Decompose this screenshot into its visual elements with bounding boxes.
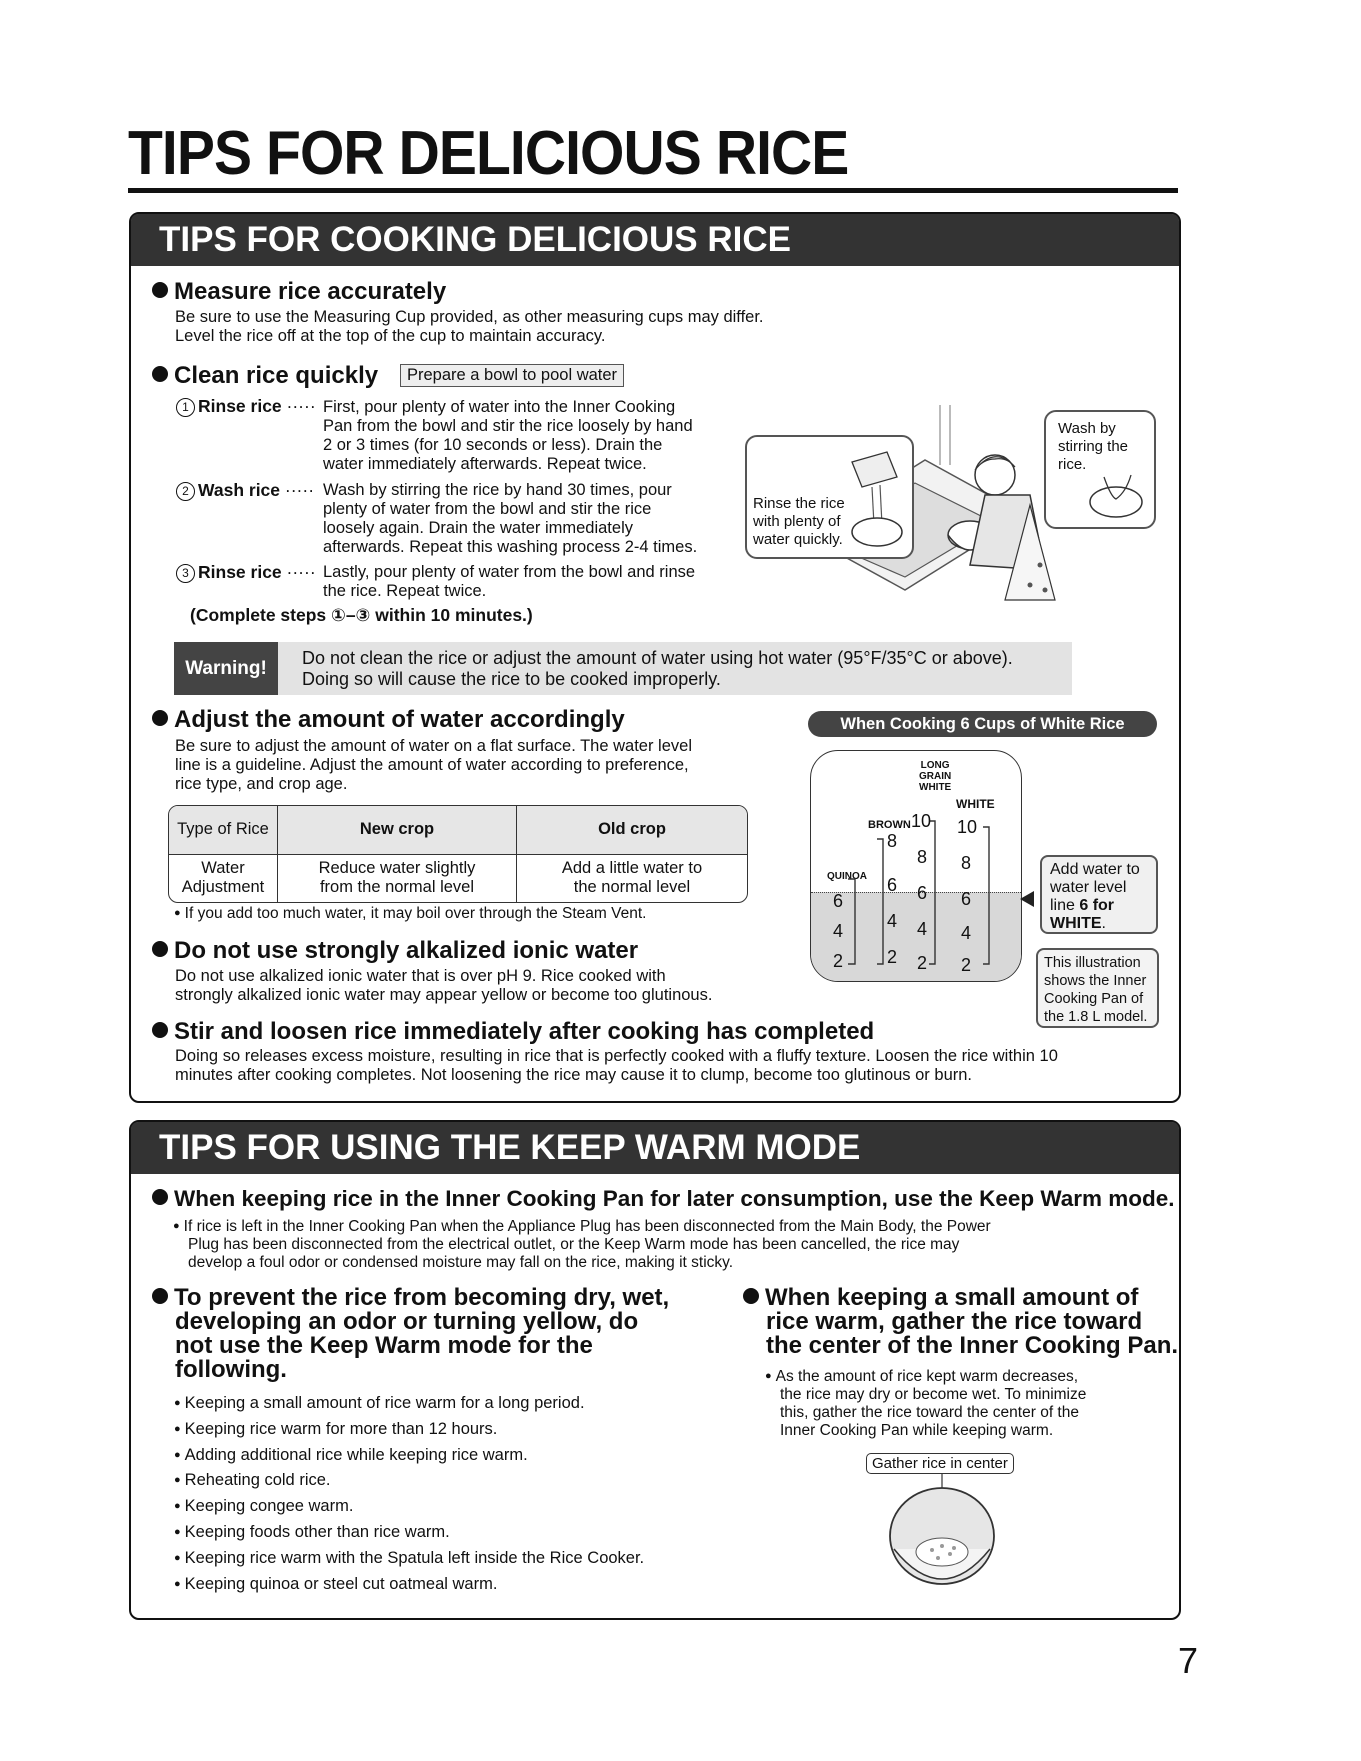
water-adjustment-table [169,806,747,902]
title-divider [128,188,1178,193]
stir-heading: Stir and loosen rice immediately after cooking has completed [152,1018,874,1046]
step-3-text: Lastly, pour plenty of water from the bowl and rinse the rice. Repeat twice. [323,563,696,600]
boil-over-note: ● If you add too much water, it may boil over through the Steam Vent. [174,905,646,923]
stirring-hand-icon [1086,467,1146,522]
gauge-title-pill: When Cooking 6 Cups of White Rice [808,711,1157,737]
adjust-heading: Adjust the amount of water accordingly [152,706,625,734]
keep-warm-main-text: ● If rice is left in the Inner Cooking Pan when the Appliance Plug has been disconnected from the Main Body, the Power Plug has been disconnected from the electrical outlet, or the Keep Warm mode has been cancelled, the rice may develop a foul odor or condensed moisture may fall on the rice, making it sticky. [173,1217,991,1272]
step-2-text: Wash by stirring the rice by hand 30 times, pour plenty of water from the bowl and stir the rice loosely again. Drain the water immediately afterwards. Repeat this washing process 2-4 times. [323,481,698,556]
table-header-type: Type of Rice [169,806,278,854]
adjust-text: Be sure to adjust the amount of water on a flat surface. The water level line is a guideline. Adjust the amount of water according to preference, rice type, and crop age. [175,737,692,793]
prevent-list [174,1391,644,1597]
bullet-icon [743,1288,759,1304]
table-row-label: Water Adjustment [169,854,278,902]
prevent-heading: To prevent the rice from becoming dry, wet, developing an odor or turning yellow, do not use the Keep Warm mode for the following. [152,1286,669,1382]
table-header-new: New crop [278,806,517,854]
bullet-icon [152,366,168,382]
list-item: ● Keeping foods other than rice warm. [174,1520,644,1546]
measure-heading: Measure rice accurately [152,278,446,306]
pouring-bowl-icon [842,447,907,552]
table-cell-old: Add a little water to the normal level [517,854,748,902]
list-item: ● Keeping rice warm with the Spatula left inside the Rice Cooker. [174,1546,644,1572]
bullet-icon [152,1288,168,1304]
alkaline-text: Do not use alkalized ionic water that is over pH 9. Rice cooked with strongly alkalized ionic water may appear yellow or become too glutinous. [175,967,713,1004]
rinse-callout: Rinse the rice with plenty of water quickly. [745,435,914,559]
small-amount-heading: When keeping a small amount of rice warm, gather the rice toward the center of the Inner Cooking Pan. [743,1286,1178,1358]
complete-steps-note: (Complete steps ①–③ within 10 minutes.) [190,605,533,625]
table-header-old: Old crop [517,806,748,854]
gauge-scales [811,751,1021,981]
illustration-note-callout: This illustration shows the Inner Cooking Pan of the 1.8 L model. [1036,948,1159,1028]
step-1-label: 1 Rinse rice ····· [176,396,316,417]
bullet-icon [152,282,168,298]
bullet-icon [152,1189,168,1205]
warning-label: Warning! [174,642,278,695]
gather-rice-tag: Gather rice in center [866,1453,1014,1474]
list-item: ● Reheating cold rice. [174,1468,644,1494]
water-level-gauge: LONG GRAIN WHITE WHITE BROWN QUINOA 6 4 2 8 6 4 2 10 8 6 4 2 10 8 6 4 2 [810,750,1022,982]
measure-text: Be sure to use the Measuring Cup provided, as other measuring cups may differ. Level the rice off at the top of the cup to maintain accuracy. [175,308,764,345]
water-adjustment-table-wrap [168,805,748,903]
step-2-label: 2 Wash rice ····· [176,480,314,501]
alkaline-heading: Do not use strongly alkalized ionic water [152,937,638,965]
small-amount-text: ● As the amount of rice kept warm decreases, the rice may dry or become wet. To minimize this, gather the rice toward the center of the Inner Cooking Pan while keeping warm. [765,1367,1086,1440]
warning-text: Do not clean the rice or adjust the amount of water using hot water (95°F/35°C or above). Doing so will cause the rice to be cooked improperly. [302,648,1013,689]
add-water-callout: Add water to water level line 6 for WHITE. [1040,855,1158,934]
list-item: ● Adding additional rice while keeping rice warm. [174,1443,644,1469]
step-3-label: 3 Rinse rice ····· [176,562,316,583]
list-item: ● Keeping rice warm for more than 12 hours. [174,1417,644,1443]
rice-pan-illustration [880,1474,1005,1599]
list-item: ● Keeping quinoa or steel cut oatmeal warm. [174,1572,644,1598]
cooking-tips-header: TIPS FOR COOKING DELICIOUS RICE [131,214,1179,266]
list-item: ● Keeping congee warm. [174,1494,644,1520]
bullet-icon [152,710,168,726]
step-1-text: First, pour plenty of water into the Inner Cooking Pan from the bowl and stir the rice loosely by hand 2 or 3 times (for 10 seconds or less). Drain the water immediately afterwards. Repeat twice. [323,398,693,473]
wash-callout: Wash by stirring the rice. [1044,410,1156,529]
bullet-icon [152,941,168,957]
keep-warm-header: TIPS FOR USING THE KEEP WARM MODE [131,1122,1179,1174]
bullet-icon [152,1022,168,1038]
stir-text: Doing so releases excess moisture, resulting in rice that is perfectly cooked with a fluffy texture. Loosen the rice within 10 minutes after cooking completes. Not loosening the rice may cause it to clump, become too glutinous or burn. [175,1047,1058,1084]
table-cell-new: Reduce water slightly from the normal level [278,854,517,902]
keep-warm-main-heading: When keeping rice in the Inner Cooking Pan for later consumption, use the Keep Warm mode. [152,1186,1175,1212]
page-title: TIPS FOR DELICIOUS RICE [128,119,849,188]
page-number: 7 [1178,1640,1199,1681]
list-item: ● Keeping a small amount of rice warm for a long period. [174,1391,644,1417]
prepare-bowl-tag: Prepare a bowl to pool water [400,364,624,387]
clean-heading: Clean rice quickly [152,362,378,390]
water-level-arrow-icon [1020,891,1034,907]
